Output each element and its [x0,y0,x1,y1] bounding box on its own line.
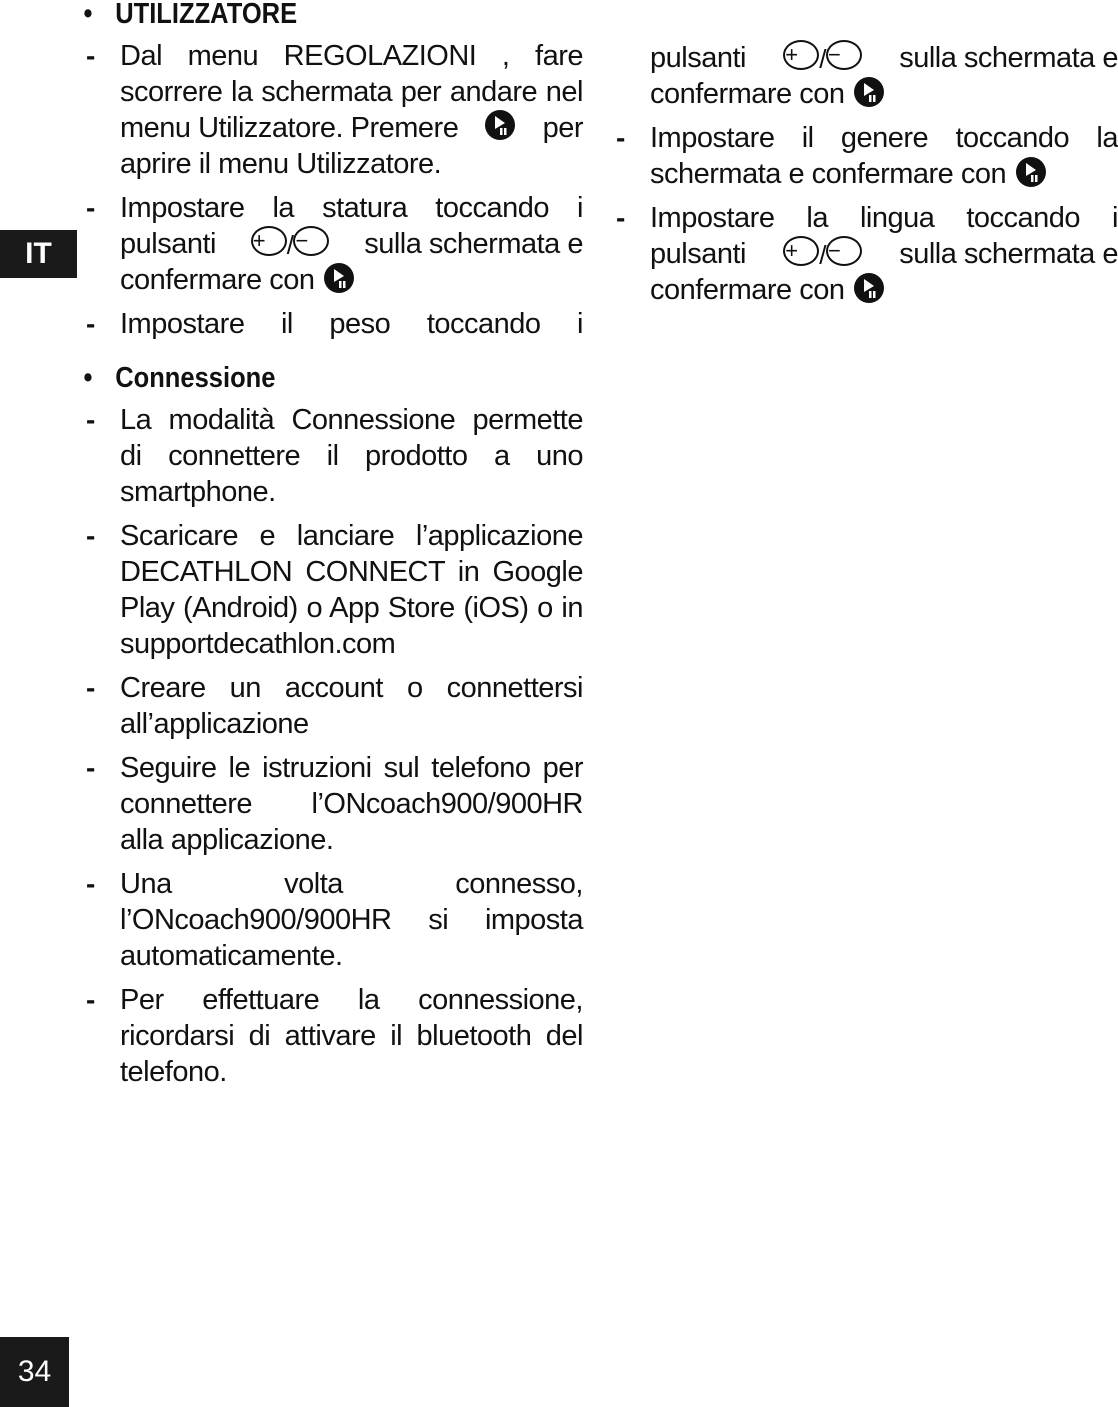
text-line: La modalità Connessione permette [120,404,583,436]
play-pause-button-icon [322,262,356,294]
play-pause-button-icon [483,109,517,141]
text-line: Per effettuare la connessione, [120,984,583,1016]
text-line: all’applicazione [120,708,309,740]
dash: - [86,672,96,703]
text-line: alla applicazione. [120,824,334,856]
section-title-text: UTILIZZATORE [115,0,298,30]
text-line: DECATHLON CONNECT in Google [120,556,583,588]
slash: / [286,229,294,260]
play-pause-button-icon [1014,156,1048,188]
right-column [610,40,1118,316]
plus-minus-buttons [783,235,862,272]
plus-minus-buttons [783,39,862,76]
list-item [80,190,583,298]
text-fragment: per [542,112,583,144]
list-item [80,518,583,662]
slash: / [819,239,826,270]
text-line: Scaricare e lanciare l’applicazione [120,520,583,552]
text-fragment: sulla schermata e [364,228,583,260]
section-title-text: Connessione [115,362,276,394]
list-item [80,750,583,858]
text-line: di connettere il prodotto a uno [120,440,583,472]
list-item [80,982,583,1090]
list-item [610,120,1118,192]
text-line: Seguire le istruzioni sul telefono per [120,752,583,784]
text-line: Creare un account o connettersi [120,672,583,704]
text-line: Una volta connesso, [120,868,583,900]
dash: - [86,40,96,71]
text-fragment: schermata e confermare con [650,158,1007,190]
text-line: supportdecathlon.com [120,628,396,660]
text-line-with-icon [120,110,583,146]
text-fragment: pulsanti [650,238,746,270]
text-line: l’ONcoach900/900HR si imposta [120,904,583,936]
text-fragment: pulsanti [120,228,216,260]
bullet: • [83,362,93,394]
minus-circle-icon: − [293,226,329,256]
text-line: connettere l’ONcoach900/900HR [120,788,583,820]
dash: - [86,984,96,1015]
minus-circle-icon: − [826,236,862,266]
list-item [80,866,583,974]
text-line: aprire il menu Utilizzatore. [120,148,442,180]
text-line-with-icon [650,236,1118,272]
language-tab: IT [0,230,77,278]
dash: - [86,520,96,551]
text-fragment: menu Utilizzatore. Premere [120,112,459,144]
section-title-utilizzatore [80,0,523,32]
text-fragment: confermare con [650,78,845,110]
text-line-with-icon [120,226,583,262]
list-item [80,38,583,182]
text-fragment: sulla schermata e [899,238,1118,270]
dash: - [616,202,626,233]
text-line: Impostare il peso toccando i [120,308,583,340]
plus-minus-buttons [251,225,330,262]
text-line-with-icon [650,156,1118,192]
text-fragment: sulla schermata e [899,42,1118,74]
dash: - [86,752,96,783]
dash: - [86,308,96,339]
text-line: scorrere la schermata per andare nel [120,76,583,108]
text-line: Impostare la lingua toccando i [650,202,1118,234]
slash: / [819,43,826,74]
section-title-connessione [80,360,523,396]
plus-circle-icon: + [783,236,819,266]
list-item [80,306,583,342]
text-fragment: pulsanti [650,42,746,74]
dash: - [86,404,96,435]
list-item [610,200,1118,308]
bullet: • [83,0,93,30]
text-line-with-icon [650,272,1118,308]
text-line: Impostare il genere toccando la [650,122,1118,154]
text-line: Play (Android) o App Store (iOS) o in [120,592,583,624]
text-line-with-icon [120,262,583,298]
plus-circle-icon: + [251,226,287,256]
text-line: ricordarsi di attivare il bluetooth del [120,1020,583,1052]
play-pause-button-icon [852,76,886,108]
text-fragment: confermare con [650,274,845,306]
list-item [80,670,583,742]
list-item [80,402,583,510]
dash: - [86,192,96,223]
text-fragment: confermare con [120,264,315,296]
left-column [80,0,583,1098]
text-line: Impostare la statura toccando i [120,192,583,224]
plus-circle-icon: + [783,40,819,70]
text-line-with-icon [650,40,1118,76]
play-pause-button-icon [852,272,886,304]
text-line: automaticamente. [120,940,343,972]
dash: - [86,868,96,899]
text-line: smartphone. [120,476,276,508]
minus-circle-icon: − [826,40,862,70]
list-item-continuation [610,40,1118,112]
text-line: Dal menu REGOLAZIONI , fare [120,40,583,72]
text-line-with-icon [650,76,1118,112]
page-number: 34 [0,1337,69,1407]
text-line: telefono. [120,1056,227,1088]
dash: - [616,122,626,153]
